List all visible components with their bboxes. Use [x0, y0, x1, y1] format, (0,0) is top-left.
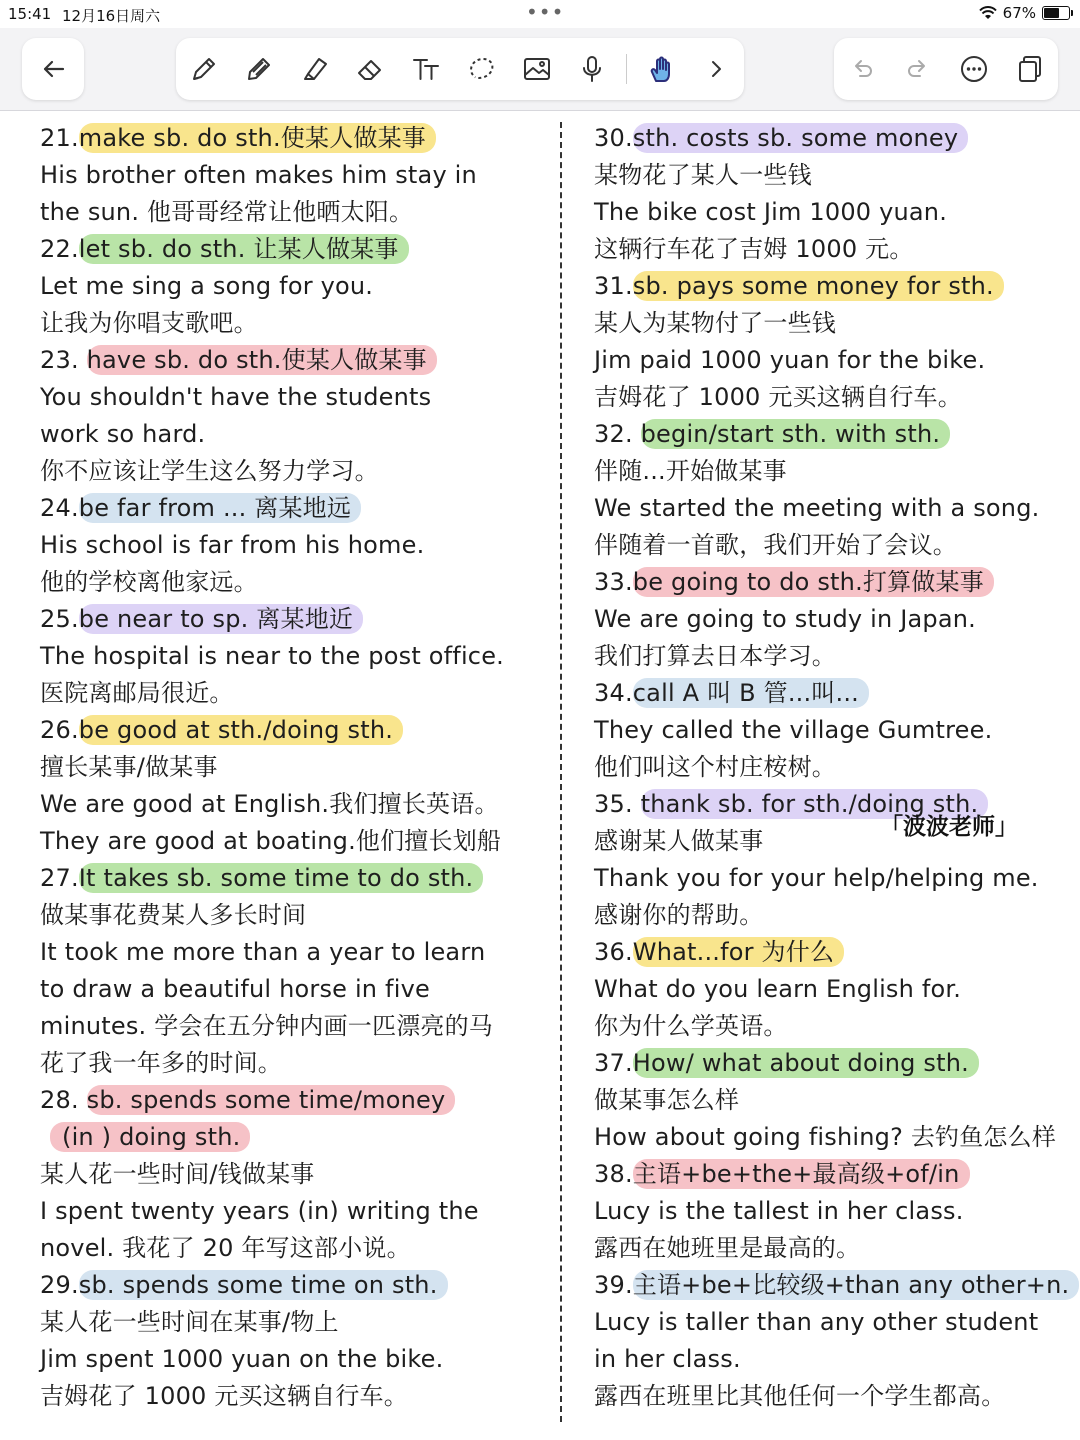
note-line: 伴随着一首歌，我们开始了会议。: [594, 531, 957, 559]
phrase-heading: [594, 268, 1078, 305]
highlighted-phrase: let sb. do sth. 让某人做某事: [79, 234, 409, 264]
back-button[interactable]: [22, 38, 84, 100]
note-line: 让我为你唱支歌吧。: [40, 309, 258, 337]
note-line: 感谢某人做某事: [594, 827, 764, 855]
phrase-number: 32.: [594, 420, 641, 448]
note-page[interactable]: [0, 112, 1080, 1440]
touch-gesture-icon[interactable]: [639, 47, 683, 91]
phrase-number: 36.: [594, 938, 633, 966]
highlighted-phrase: begin/start sth. with sth.: [641, 419, 951, 449]
multitask-dots[interactable]: •••: [526, 0, 565, 24]
left-column: [40, 120, 540, 1415]
note-line: Lucy is the tallest in her class.: [594, 1197, 964, 1225]
watermark: 「波波老师」: [880, 814, 1018, 840]
note-line: 我们打算去日本学习。: [594, 642, 836, 670]
phrase-number: 25.: [40, 605, 79, 633]
phrase-heading: [40, 601, 540, 638]
status-date: 12月16日周六: [62, 7, 161, 25]
note-line: 擅长某事/做某事: [40, 753, 218, 781]
microphone-icon[interactable]: [570, 47, 614, 91]
wifi-icon: [979, 6, 997, 20]
note-line: 做某事怎么样: [594, 1086, 740, 1114]
note-line: 做某事花费某人多长时间: [40, 901, 307, 929]
highlighted-phrase: sb. pays some money for sth.: [633, 271, 1004, 301]
eraser-icon[interactable]: [348, 47, 392, 91]
battery-fill: [1044, 8, 1059, 18]
note-line: in her class.: [594, 1345, 741, 1373]
pages-icon[interactable]: [1008, 47, 1052, 91]
note-line: 吉姆花了 1000 元买这辆自行车。: [40, 1382, 408, 1410]
note-line: What do you learn English for.: [594, 975, 962, 1003]
highlighted-phrase: sth. costs sb. some money: [633, 123, 969, 153]
note-line: Jim spent 1000 yuan on the bike.: [40, 1345, 444, 1373]
pen-icon[interactable]: [182, 47, 226, 91]
highlighted-phrase: (in ) doing sth.: [50, 1122, 250, 1152]
phrase-heading: [594, 934, 1078, 971]
note-line: 露西在她班里是最高的。: [594, 1234, 861, 1262]
phrase-heading: [40, 342, 540, 379]
note-line: How about going fishing? 去钓鱼怎么样: [594, 1123, 1057, 1151]
phrase-heading: [40, 860, 540, 897]
highlighted-phrase: be far from ... 离某地远: [79, 493, 361, 523]
note-line: His school is far from his home.: [40, 531, 425, 559]
note-line: 这辆行车花了吉姆 1000 元。: [594, 235, 914, 263]
phrase-heading: [594, 120, 1078, 157]
phrase-heading: [594, 564, 1078, 601]
redo-icon[interactable]: [896, 47, 940, 91]
note-line: We are good at English.我们擅长英语。: [40, 790, 499, 818]
highlighted-phrase: be going to do sth.打算做某事: [633, 567, 994, 597]
note-line: novel. 我花了 20 年写这部小说。: [40, 1234, 411, 1262]
note-line: 某物花了某人一些钱: [594, 161, 812, 189]
phrase-heading: [40, 1119, 540, 1156]
image-icon[interactable]: [515, 47, 559, 91]
highlighted-phrase: It takes sb. some time to do sth.: [79, 863, 484, 893]
note-line: You shouldn't have the students: [40, 383, 432, 411]
phrase-number: 21.: [40, 124, 79, 152]
note-line: 花了我一年多的时间。: [40, 1049, 282, 1077]
back-arrow-icon: [31, 47, 75, 91]
highlighted-phrase: call A 叫 B 管...叫...: [633, 678, 869, 708]
phrase-heading: [40, 1267, 540, 1304]
phrase-number: 38.: [594, 1160, 633, 1188]
highlighted-phrase: thank sb. for sth./doing sth.: [641, 789, 989, 819]
note-line: They called the village Gumtree.: [594, 716, 993, 744]
phrase-heading: [594, 1156, 1078, 1193]
phrase-number: 23.: [40, 346, 87, 374]
phrase-heading: [40, 712, 540, 749]
highlighted-phrase: What...for 为什么: [633, 937, 844, 967]
highlighted-phrase: make sb. do sth.使某人做某事: [79, 123, 436, 153]
note-line: to draw a beautiful horse in five: [40, 975, 430, 1003]
phrase-heading: [594, 675, 1078, 712]
right-column: [594, 120, 1078, 1415]
toolbar-separator: [626, 54, 627, 84]
note-line: the sun. 他哥哥经常让他晒太阳。: [40, 198, 414, 226]
note-line: 露西在班里比其他任何一个学生都高。: [594, 1382, 1006, 1410]
phrase-heading: [594, 1267, 1078, 1304]
status-right: [979, 4, 1070, 22]
highlighted-phrase: 主语+be+比较级+than any other+n.: [633, 1270, 1080, 1300]
column-divider: [560, 122, 562, 1422]
phrase-number: 22.: [40, 235, 79, 263]
note-line: The hospital is near to the post office.: [40, 642, 504, 670]
note-line: 某人花一些时间在某事/物上: [40, 1308, 339, 1336]
action-palette: [834, 38, 1058, 100]
note-line: minutes. 学会在五分钟内画一匹漂亮的马: [40, 1012, 494, 1040]
phrase-number: 26.: [40, 716, 79, 744]
text-tool-icon[interactable]: [404, 47, 448, 91]
phrase-heading: [40, 490, 540, 527]
highlighted-phrase: sb. spends some time on sth.: [79, 1270, 448, 1300]
phrase-heading: [40, 120, 540, 157]
note-line: It took me more than a year to learn: [40, 938, 486, 966]
pencil-icon[interactable]: [237, 47, 281, 91]
highlighted-phrase: How/ what about doing sth.: [633, 1048, 979, 1078]
phrase-heading: [40, 231, 540, 268]
phrase-number: 30.: [594, 124, 633, 152]
note-line: Thank you for your help/helping me.: [594, 864, 1039, 892]
note-line: 某人花一些时间/钱做某事: [40, 1160, 315, 1188]
more-icon[interactable]: [952, 47, 996, 91]
note-line: They are good at boating.他们擅长划船: [40, 827, 502, 855]
note-line: The bike cost Jim 1000 yuan.: [594, 198, 948, 226]
status-bar: [0, 0, 1080, 28]
highlighted-phrase: have sb. do sth.使某人做某事: [87, 345, 437, 375]
note-line: Let me sing a song for you.: [40, 272, 374, 300]
phrase-number: 37.: [594, 1049, 633, 1077]
phrase-number: 28.: [40, 1086, 87, 1114]
note-line: 你不应该让学生这么努力学习。: [40, 457, 379, 485]
highlighted-phrase: sb. spends some time/money: [87, 1085, 456, 1115]
note-line: 他们叫这个村庄桉树。: [594, 753, 836, 781]
phrase-number: 29.: [40, 1271, 79, 1299]
phrase-number: 27.: [40, 864, 79, 892]
phrase-number: 31.: [594, 272, 633, 300]
phrase-number: 34.: [594, 679, 633, 707]
highlighted-phrase: 主语+be+the+最高级+of/in: [633, 1159, 970, 1189]
note-line: We are going to study in Japan.: [594, 605, 977, 633]
note-line: Lucy is taller than any other student: [594, 1308, 1039, 1336]
phrase-number: 39.: [594, 1271, 633, 1299]
note-line: His brother often makes him stay in: [40, 161, 477, 189]
highlighter-icon[interactable]: [293, 47, 337, 91]
note-line: 他的学校离他家远。: [40, 568, 258, 596]
phrase-heading: [40, 1082, 540, 1119]
note-line: work so hard.: [40, 420, 206, 448]
note-line: 吉姆花了 1000 元买这辆自行车。: [594, 383, 962, 411]
lasso-icon[interactable]: [459, 47, 503, 91]
highlighted-phrase: be good at sth./doing sth.: [79, 715, 403, 745]
undo-icon[interactable]: [840, 47, 884, 91]
tool-palette: [176, 38, 744, 100]
status-time: 15:41: [8, 5, 52, 23]
highlighted-phrase: be near to sp. 离某地近: [79, 604, 363, 634]
note-line: 伴随...开始做某事: [594, 457, 787, 485]
phrase-number: 33.: [594, 568, 633, 596]
note-line: Jim paid 1000 yuan for the bike.: [594, 346, 986, 374]
battery-percent: 67%: [1002, 4, 1036, 22]
phrase-number: 35.: [594, 790, 641, 818]
note-line: 某人为某物付了一些钱: [594, 309, 836, 337]
phrase-heading: [594, 416, 1078, 453]
phrase-heading: [594, 1045, 1078, 1082]
note-line: We started the meeting with a song.: [594, 494, 1040, 522]
battery-icon: [1042, 6, 1070, 20]
note-line: 你为什么学英语。: [594, 1012, 788, 1040]
note-line: 感谢你的帮助。: [594, 901, 764, 929]
phrase-number: 24.: [40, 494, 79, 522]
note-line: I spent twenty years (in) writing the: [40, 1197, 479, 1225]
note-line: 医院离邮局很近。: [40, 679, 234, 707]
chevron-right-icon[interactable]: [694, 47, 738, 91]
